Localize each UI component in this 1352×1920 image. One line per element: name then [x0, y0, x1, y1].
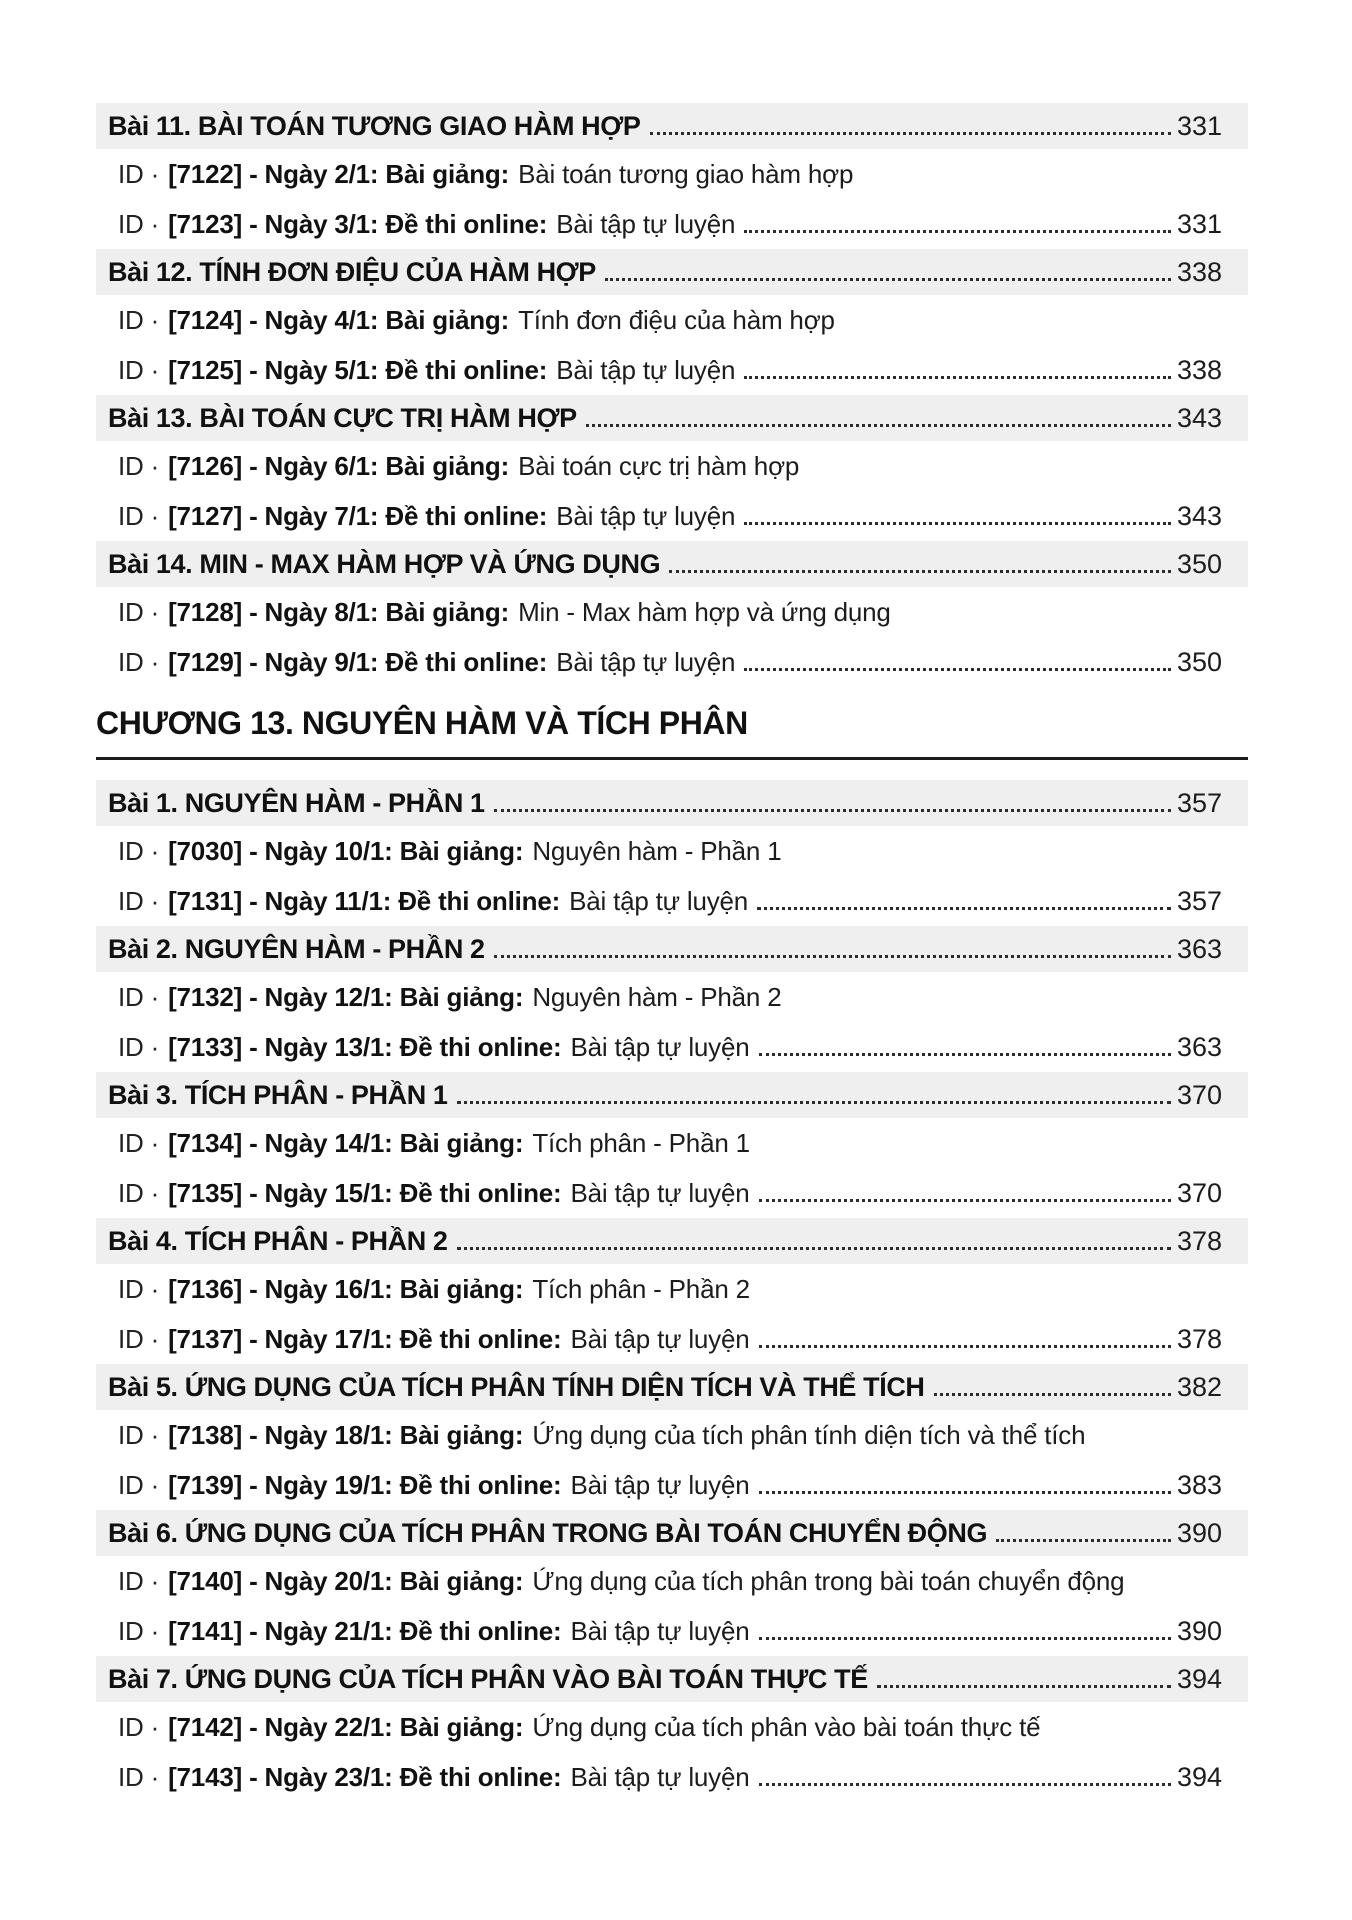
item-id-prefix: ID · [118, 305, 160, 335]
toc-item-row [118, 1410, 1248, 1460]
item-id-prefix: ID · [118, 1274, 160, 1304]
item-label-bold: [7140] - Ngày 20/1: Bài giảng: [168, 1566, 524, 1596]
toc-lesson-block [96, 1656, 1248, 1802]
item-label-bold: [7136] - Ngày 16/1: Bài giảng: [168, 1274, 524, 1304]
item-label-bold: [7132] - Ngày 12/1: Bài giảng: [168, 982, 524, 1012]
dot-leader [759, 1491, 1171, 1494]
dot-leader [744, 376, 1171, 379]
toc-item-row [118, 1752, 1248, 1802]
item-description: Bài tập tự luyện [556, 501, 736, 531]
item-description: Ứng dụng của tích phân tính diện tích và thể tích [532, 1420, 1086, 1450]
lesson-heading [96, 926, 1248, 972]
dot-leader [996, 1539, 1171, 1542]
page-number: 363 [1176, 1032, 1222, 1062]
lesson-items [96, 1118, 1248, 1218]
item-id-prefix: ID · [118, 501, 160, 531]
dot-leader [759, 1637, 1171, 1640]
lesson-items [96, 1410, 1248, 1510]
item-label-bold: [7030] - Ngày 10/1: Bài giảng: [168, 836, 524, 866]
lesson-items [96, 295, 1248, 395]
lesson-title: Bài 14. MIN - MAX HÀM HỢP VÀ ỨNG DỤNG [108, 549, 661, 579]
lesson-title: Bài 12. TÍNH ĐƠN ĐIỆU CỦA HÀM HỢP [108, 257, 596, 287]
lesson-title: Bài 11. BÀI TOÁN TƯƠNG GIAO HÀM HỢP [108, 111, 641, 141]
item-description: Bài tập tự luyện [570, 1032, 750, 1062]
toc-lesson-block [96, 395, 1248, 541]
lesson-heading [96, 1510, 1248, 1556]
toc-lesson-block [96, 103, 1248, 249]
lesson-heading [96, 541, 1248, 587]
toc-item-row [118, 1022, 1248, 1072]
item-id-prefix: ID · [118, 982, 160, 1012]
item-id-prefix: ID · [118, 836, 160, 866]
toc-item-row [118, 295, 1248, 345]
toc-item-row [118, 199, 1248, 249]
lesson-items [96, 1556, 1248, 1656]
lesson-items [96, 587, 1248, 687]
item-label-bold: [7131] - Ngày 11/1: Đề thi online: [168, 886, 561, 916]
toc-item-row [118, 1556, 1248, 1606]
toc-item-row [118, 1314, 1248, 1364]
dot-leader [457, 1101, 1171, 1104]
page-number: 394 [1176, 1664, 1222, 1694]
lesson-heading [96, 780, 1248, 826]
toc-lesson-block [96, 1072, 1248, 1218]
page-number: 378 [1176, 1324, 1222, 1354]
page-number: 343 [1176, 501, 1222, 531]
dot-leader [877, 1685, 1171, 1688]
lesson-title: Bài 3. TÍCH PHÂN - PHẦN 1 [108, 1080, 448, 1110]
item-description: Tích phân - Phần 2 [532, 1274, 750, 1304]
chapter-block [96, 701, 1248, 760]
item-label-bold: [7139] - Ngày 19/1: Đề thi online: [168, 1470, 562, 1500]
item-id-prefix: ID · [118, 1324, 160, 1354]
item-id-prefix: ID · [118, 1420, 160, 1450]
item-description: Bài tập tự luyện [556, 647, 736, 677]
dot-leader [494, 809, 1171, 812]
lesson-items [96, 1264, 1248, 1364]
toc-item-row [118, 1702, 1248, 1752]
page-number: 343 [1176, 403, 1222, 433]
dot-leader [457, 1247, 1171, 1250]
lesson-items [96, 441, 1248, 541]
page-number: 331 [1176, 111, 1222, 141]
page-number: 350 [1176, 647, 1222, 677]
item-description: Bài tập tự luyện [570, 1324, 750, 1354]
dot-leader [759, 1345, 1171, 1348]
page-number: 357 [1176, 788, 1222, 818]
page-number: 390 [1176, 1518, 1222, 1548]
page-number: 382 [1176, 1372, 1222, 1402]
page-number: 338 [1176, 257, 1222, 287]
item-description: Bài toán cực trị hàm hợp [518, 451, 800, 481]
dot-leader [759, 1783, 1171, 1786]
dot-leader [744, 522, 1171, 525]
dot-leader [934, 1393, 1171, 1396]
page-number: 363 [1176, 934, 1222, 964]
lesson-items [96, 1702, 1248, 1802]
page-number: 383 [1176, 1470, 1222, 1500]
lesson-heading [96, 1218, 1248, 1264]
lesson-title: Bài 4. TÍCH PHÂN - PHẦN 2 [108, 1226, 448, 1256]
item-description: Bài tập tự luyện [570, 1470, 750, 1500]
dot-leader [605, 278, 1171, 281]
lesson-heading [96, 1364, 1248, 1410]
toc-item-row [118, 1264, 1248, 1314]
item-id-prefix: ID · [118, 209, 160, 239]
toc-item-row [118, 972, 1248, 1022]
item-id-prefix: ID · [118, 1128, 160, 1158]
item-label-bold: [7141] - Ngày 21/1: Đề thi online: [168, 1616, 562, 1646]
toc-lesson-block [96, 1218, 1248, 1364]
page-number: 378 [1176, 1226, 1222, 1256]
page-number: 350 [1176, 549, 1222, 579]
item-label-bold: [7127] - Ngày 7/1: Đề thi online: [168, 501, 548, 531]
dot-leader [669, 570, 1171, 573]
item-id-prefix: ID · [118, 451, 160, 481]
lesson-title: Bài 6. ỨNG DỤNG CỦA TÍCH PHÂN TRONG BÀI TOÁN CHUYỂN ĐỘNG [108, 1518, 988, 1548]
dot-leader [494, 955, 1171, 958]
item-description: Bài tập tự luyện [570, 1762, 750, 1792]
item-description: Tính đơn điệu của hàm hợp [518, 305, 835, 335]
item-description: Bài tập tự luyện [569, 886, 749, 916]
item-id-prefix: ID · [118, 1616, 160, 1646]
item-id-prefix: ID · [118, 1762, 160, 1792]
item-id-prefix: ID · [118, 647, 160, 677]
toc-lesson-block [96, 541, 1248, 687]
item-description: Bài tập tự luyện [556, 355, 736, 385]
lesson-heading [96, 1072, 1248, 1118]
dot-leader [744, 230, 1171, 233]
item-id-prefix: ID · [118, 1470, 160, 1500]
toc-item-row [118, 441, 1248, 491]
item-label-bold: [7142] - Ngày 22/1: Bài giảng: [168, 1712, 524, 1742]
item-label-bold: [7129] - Ngày 9/1: Đề thi online: [168, 647, 548, 677]
item-label-bold: [7126] - Ngày 6/1: Bài giảng: [168, 451, 510, 481]
lesson-title: Bài 2. NGUYÊN HÀM - PHẦN 2 [108, 934, 485, 964]
lesson-items [96, 972, 1248, 1072]
toc-item-row [118, 491, 1248, 541]
toc-item-row [118, 637, 1248, 687]
toc-item-row [118, 1606, 1248, 1656]
toc-item-row [118, 876, 1248, 926]
lesson-heading [96, 395, 1248, 441]
item-label-bold: [7143] - Ngày 23/1: Đề thi online: [168, 1762, 562, 1792]
item-id-prefix: ID · [118, 886, 160, 916]
page-number: 370 [1176, 1080, 1222, 1110]
page-number: 390 [1176, 1616, 1222, 1646]
lesson-heading [96, 103, 1248, 149]
toc-item-row [118, 345, 1248, 395]
dot-leader [744, 668, 1171, 671]
toc-lesson-block [96, 1364, 1248, 1510]
toc-item-row [118, 587, 1248, 637]
item-id-prefix: ID · [118, 1178, 160, 1208]
page-number: 370 [1176, 1178, 1222, 1208]
dot-leader [650, 132, 1171, 135]
toc-item-row [118, 826, 1248, 876]
item-label-bold: [7125] - Ngày 5/1: Đề thi online: [168, 355, 548, 385]
lesson-title: Bài 5. ỨNG DỤNG CỦA TÍCH PHÂN TÍNH DIỆN TÍCH VÀ THỂ TÍCH [108, 1372, 925, 1402]
item-description: Min - Max hàm hợp và ứng dụng [518, 597, 891, 627]
item-id-prefix: ID · [118, 159, 160, 189]
item-label-bold: [7134] - Ngày 14/1: Bài giảng: [168, 1128, 524, 1158]
page-number: 357 [1176, 886, 1222, 916]
item-description: Ứng dụng của tích phân vào bài toán thực tế [532, 1712, 1041, 1742]
dot-leader [759, 1199, 1171, 1202]
item-label-bold: [7128] - Ngày 8/1: Bài giảng: [168, 597, 510, 627]
lesson-items [96, 826, 1248, 926]
item-description: Tích phân - Phần 1 [532, 1128, 750, 1158]
item-label-bold: [7133] - Ngày 13/1: Đề thi online: [168, 1032, 562, 1062]
page-number: 331 [1176, 209, 1222, 239]
dot-leader [757, 907, 1171, 910]
item-description: Ứng dụng của tích phân trong bài toán chuyển động [532, 1566, 1125, 1596]
chapter-rule [96, 757, 1248, 760]
lesson-title: Bài 1. NGUYÊN HÀM - PHẦN 1 [108, 788, 485, 818]
item-label-bold: [7135] - Ngày 15/1: Đề thi online: [168, 1178, 562, 1208]
toc-lesson-block [96, 249, 1248, 395]
item-label-bold: [7123] - Ngày 3/1: Đề thi online: [168, 209, 548, 239]
lesson-title: Bài 7. ỨNG DỤNG CỦA TÍCH PHÂN VÀO BÀI TOÁN THỰC TẾ [108, 1664, 868, 1694]
chapter-heading: CHƯƠNG 13. NGUYÊN HÀM VÀ TÍCH PHÂN [96, 705, 748, 741]
dot-leader [586, 424, 1171, 427]
lesson-items [96, 149, 1248, 249]
item-description: Nguyên hàm - Phần 1 [532, 836, 782, 866]
toc-item-row [118, 1460, 1248, 1510]
item-label-bold: [7124] - Ngày 4/1: Bài giảng: [168, 305, 510, 335]
toc-lesson-block [96, 926, 1248, 1072]
item-id-prefix: ID · [118, 1712, 160, 1742]
item-label-bold: [7138] - Ngày 18/1: Bài giảng: [168, 1420, 524, 1450]
item-description: Bài tập tự luyện [556, 209, 736, 239]
item-id-prefix: ID · [118, 1032, 160, 1062]
item-id-prefix: ID · [118, 355, 160, 385]
lesson-heading [96, 249, 1248, 295]
toc-item-row [118, 1168, 1248, 1218]
item-id-prefix: ID · [118, 597, 160, 627]
item-description: Bài tập tự luyện [570, 1178, 750, 1208]
lesson-heading [96, 1656, 1248, 1702]
item-description: Bài tập tự luyện [570, 1616, 750, 1646]
item-id-prefix: ID · [118, 1566, 160, 1596]
toc-item-row [118, 149, 1248, 199]
toc-lesson-block [96, 1510, 1248, 1656]
page-number: 394 [1176, 1762, 1222, 1792]
item-description: Bài toán tương giao hàm hợp [518, 159, 854, 189]
item-label-bold: [7137] - Ngày 17/1: Đề thi online: [168, 1324, 562, 1354]
dot-leader [759, 1053, 1171, 1056]
toc-lesson-block [96, 780, 1248, 926]
toc-blocks [96, 103, 1248, 1802]
item-description: Nguyên hàm - Phần 2 [532, 982, 782, 1012]
item-label-bold: [7122] - Ngày 2/1: Bài giảng: [168, 159, 510, 189]
page-number: 338 [1176, 355, 1222, 385]
lesson-title: Bài 13. BÀI TOÁN CỰC TRỊ HÀM HỢP [108, 403, 577, 433]
toc-item-row [118, 1118, 1248, 1168]
